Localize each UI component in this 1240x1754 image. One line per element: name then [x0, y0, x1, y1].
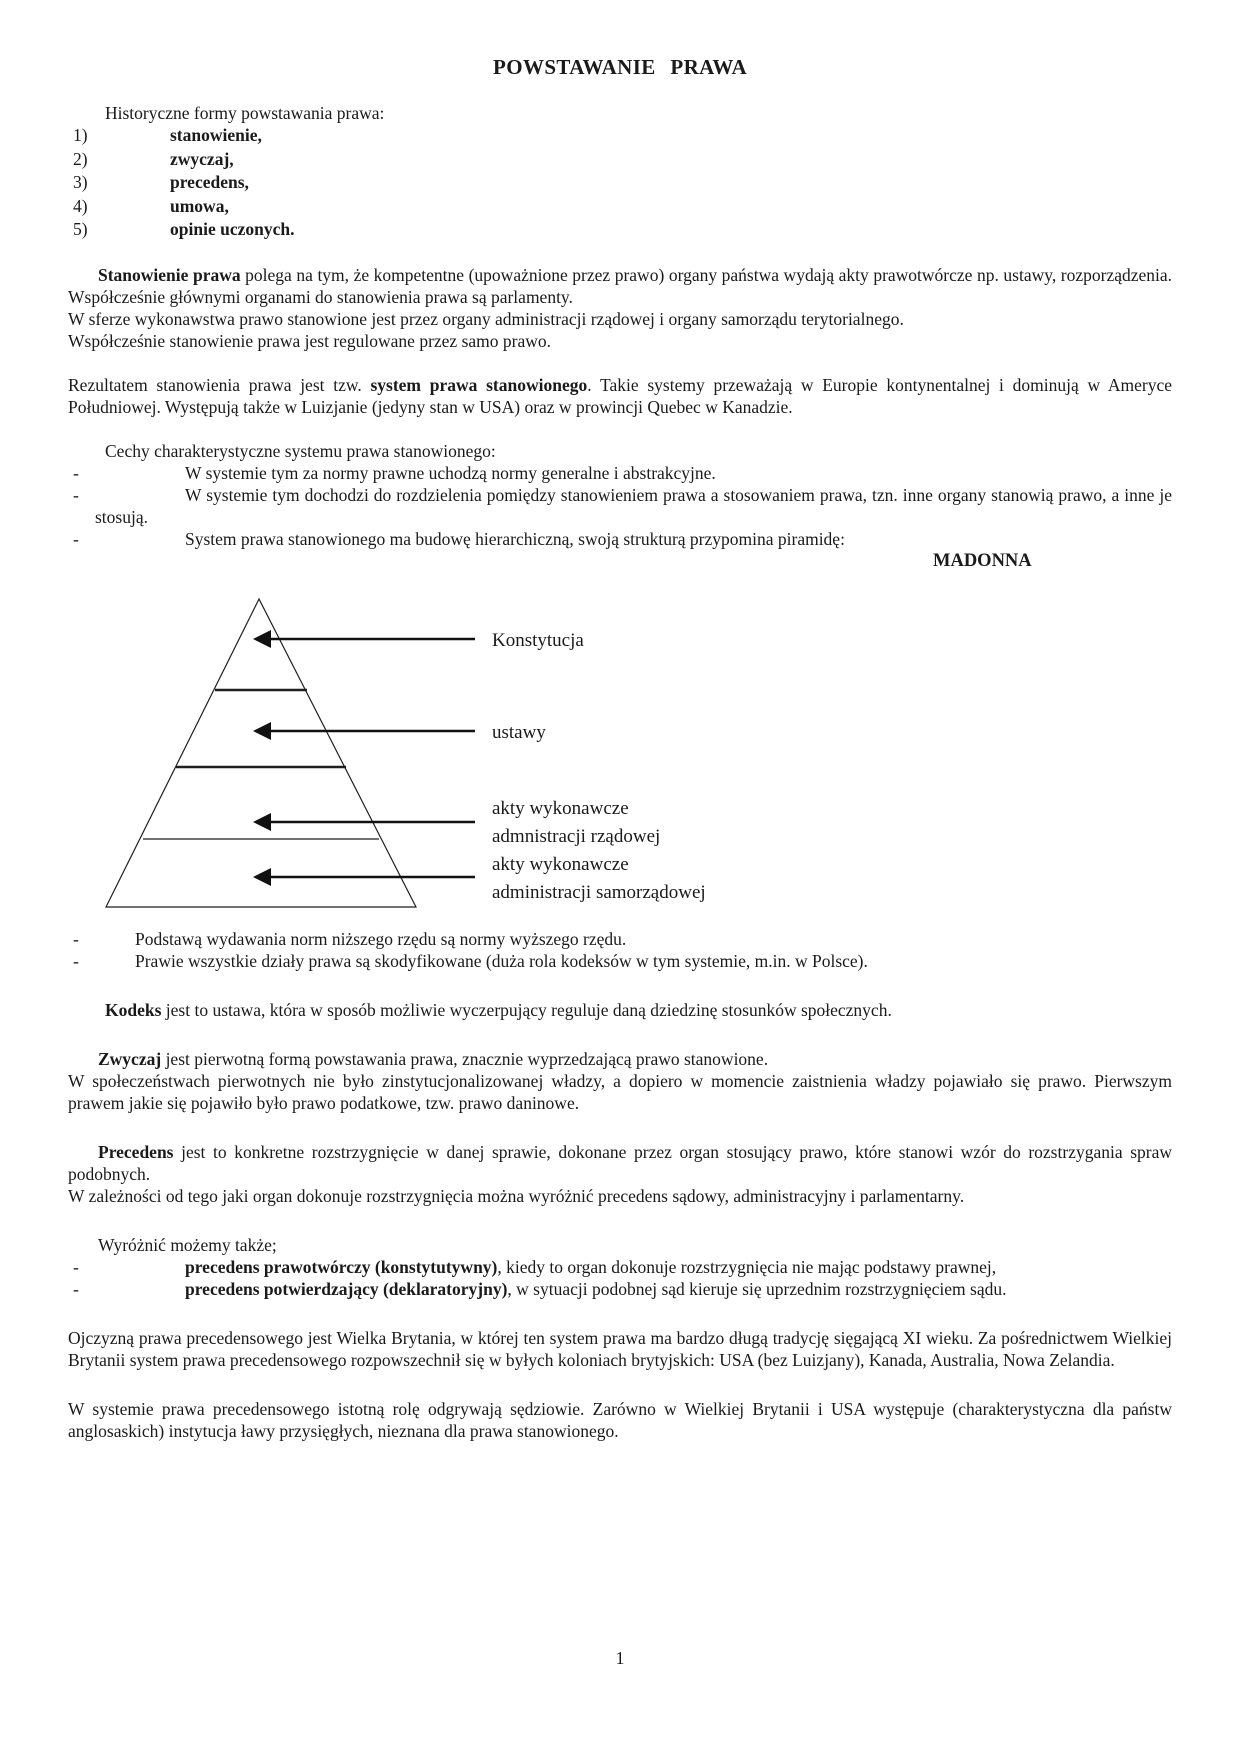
precedens-type-bullet-2 — [68, 1278, 1172, 1300]
dash-bullet: - — [73, 462, 79, 483]
cechy-bullet-1-text: W systemie tym za normy prawne uchodzą normy generalne i abstrakcyjne. — [185, 462, 716, 483]
precedens-paragraph-2: W zależności od tego jaki organ dokonuje rozstrzygnięcia można wyróżnić precedens sądowy, administracyjny i parlamentarny. — [68, 1185, 965, 1206]
list-item-label: zwyczaj, — [170, 148, 234, 169]
precedens-type-1-text — [95, 1256, 1172, 1278]
level-label-akty-samorzadowej-1: akty wykonawcze — [492, 853, 629, 875]
list-item-label: precedens, — [170, 172, 249, 192]
list-item-label: stanowienie, — [170, 125, 262, 145]
stanowienie-paragraph — [68, 264, 1172, 308]
level-label-akty-samorzadowej-2: administracji samorządowej — [492, 881, 706, 903]
kodeks-paragraph — [68, 999, 1172, 1021]
rezultat-post: . Takie systemy przeważają w Europie kontynentalnej i dominują w Ameryce Południowej. Występują także w Luizjanie (jedyny stan w USA) oraz w prowincji Quebec w Kanadzie. — [68, 374, 1172, 417]
hierarchy-bullet-1-text: Podstawą wydawania norm niższego rzędu są normy wyższego rzędu. — [135, 928, 627, 949]
dash-bullet: - — [73, 528, 79, 549]
precedens-type-1-rest: , kiedy to organ dokonuje rozstrzygnięcia nie mając podstawy prawnej, — [497, 1256, 997, 1277]
hierarchy-bullet-2-text: Prawie wszystkie działy prawa są skodyfikowane (duża rola kodeksów w tym systemie, m.in. w Polsce). — [135, 950, 868, 971]
level-label-akty-rzadowej-1: akty wykonawcze — [492, 797, 629, 819]
pyramid-triangle — [106, 599, 416, 907]
level-label-konstytucja: Konstytucja — [492, 629, 584, 651]
cechy-bullet-2 — [68, 484, 1172, 528]
precedens-type-2-rest: , w sytuacji podobnej sąd kieruje się uprzednim rozstrzygnięciem sądu. — [507, 1278, 1007, 1299]
cechy-bullet-1 — [68, 462, 1172, 484]
stanowienie-text: polega na tym, że kompetentne (upoważnione przez prawo) organy państwa wydają akty prawotwórcze np. ustawy, rozporządzenia. Współcześnie głównymi organami do stanowienia prawa są parlamenty. — [68, 264, 1173, 307]
zwyczaj-paragraph-2: W społeczeństwach pierwotnych nie było zinstytucjonalizowanej władzy, a dopiero w momencie zaistnienia władzy pojawiało się prawo. Pierwszym prawem jakie się pojawiło było prawo podatkowe, tzw. prawo daninowe. — [68, 1070, 1172, 1113]
left-arrow-icon — [253, 813, 475, 831]
historic-forms-list — [68, 124, 1172, 242]
dash-bullet: - — [73, 928, 79, 949]
madonna-annotation: MADONNA — [933, 550, 1032, 571]
zwyczaj-term: Zwyczaj — [98, 1048, 162, 1069]
list-item — [68, 171, 1172, 195]
precedens-type-2-term: precedens potwierdzający (deklaratoryjny) — [185, 1278, 508, 1299]
dash-bullet: - — [73, 484, 79, 505]
dash-bullet: - — [73, 1278, 79, 1299]
level-label-ustawy: ustawy — [492, 721, 546, 743]
stanowienie-line2: W sferze wykonawstwa prawo stanowione jest przez organy administracji rządowej i organy samorządu terytorialnego. — [68, 308, 904, 329]
list-item-number: 1) — [73, 125, 88, 145]
level-label-akty-rzadowej-2: admnistracji rządowej — [492, 825, 661, 847]
rezultat-pre: Rezultatem stanowienia prawa jest tzw. — [68, 374, 371, 395]
pyramid-svg — [68, 574, 1172, 922]
dash-bullet: - — [73, 950, 79, 971]
precedens-type-2-text — [95, 1278, 1172, 1300]
hierarchy-bullet-2 — [68, 950, 1172, 972]
wyroznic-heading: Wyróżnić możemy także; — [98, 1234, 277, 1255]
zwyczaj-text: jest pierwotną formą powstawania prawa, znacznie wyprzedzającą prawo stanowione. — [161, 1048, 769, 1069]
list-item — [68, 124, 1172, 148]
left-arrow-icon — [253, 630, 475, 648]
kodeks-text: jest to ustawa, która w sposób możliwie wyczerpujący reguluje daną dziedzinę stosunków społecznych. — [161, 999, 892, 1020]
cechy-bullet-2-text: W systemie tym dochodzi do rozdzielenia pomiędzy stanowieniem prawa a stosowaniem prawa, tzn. inne organy stanowią prawo, a inne je stosują. — [95, 484, 1172, 527]
precedens-type-1-term: precedens prawotwórczy (konstytutywny) — [185, 1256, 498, 1277]
stanowienie-line3: Współcześnie stanowienie prawa jest regulowane przez samo prawo. — [68, 330, 552, 351]
cechy-heading: Cechy charakterystyczne systemu prawa stanowionego: — [105, 440, 496, 461]
cechy-bullet-3 — [68, 528, 1172, 550]
intro-heading: Historyczne formy powstawania prawa: — [105, 103, 385, 123]
list-item — [68, 148, 1172, 172]
left-arrow-icon — [253, 722, 475, 740]
list-item-label: umowa, — [170, 195, 229, 216]
zwyczaj-paragraph — [68, 1048, 1172, 1070]
ojczyzna-paragraph: Ojczyzną prawa precedensowego jest Wielka Brytania, w której ten system prawa ma bardzo długą tradycję sięgającą XI wieku. Za pośrednictwem Wielkiej Brytanii system prawa precedensowego rozpowszechnił się w byłych koloniach brytyjskich: USA (bez Luizjany), Kanada, Australia, Nowa Zelandia. — [68, 1327, 1172, 1370]
list-item-number: 5) — [73, 219, 88, 239]
stanowienie-term: Stanowienie prawa — [98, 264, 241, 285]
sedziowie-paragraph: W systemie prawa precedensowego istotną rolę odgrywają sędziowie. Zarówno w Wielkiej Brytanii i USA występuje (charakterystyczna dla państw anglosaskich) instytucja ławy przysięgłych, nieznana dla prawa stanowionego. — [68, 1398, 1172, 1441]
hierarchy-bullet-1 — [68, 928, 1172, 950]
list-item-number: 3) — [73, 172, 88, 192]
precedens-term: Precedens — [98, 1141, 174, 1162]
dash-bullet: - — [73, 1256, 79, 1277]
list-item-label: opinie uczonych. — [170, 219, 295, 239]
page-title: POWSTAWANIE PRAWA — [492, 55, 748, 79]
left-arrow-icon — [253, 868, 475, 886]
list-item-number: 2) — [73, 148, 88, 169]
rezultat-paragraph — [68, 374, 1172, 418]
precedens-text: jest to konkretne rozstrzygnięcie w danej sprawie, dokonane przez organ stosujący prawo, które stanowi wzór do rozstrzygania spraw podobnych. — [68, 1141, 1172, 1184]
cechy-bullet-3-text: System prawa stanowionego ma budowę hierarchiczną, swoją strukturą przypomina piramidę: — [185, 528, 845, 549]
rezultat-term: system prawa stanowionego — [370, 374, 588, 395]
page-number: 1 — [615, 1648, 625, 1668]
pyramid-diagram — [68, 574, 1172, 922]
precedens-type-bullet-1 — [68, 1256, 1172, 1278]
list-item — [68, 195, 1172, 219]
list-item — [68, 218, 1172, 242]
list-item-number: 4) — [73, 195, 88, 216]
kodeks-term: Kodeks — [105, 999, 162, 1020]
precedens-paragraph — [68, 1141, 1172, 1185]
